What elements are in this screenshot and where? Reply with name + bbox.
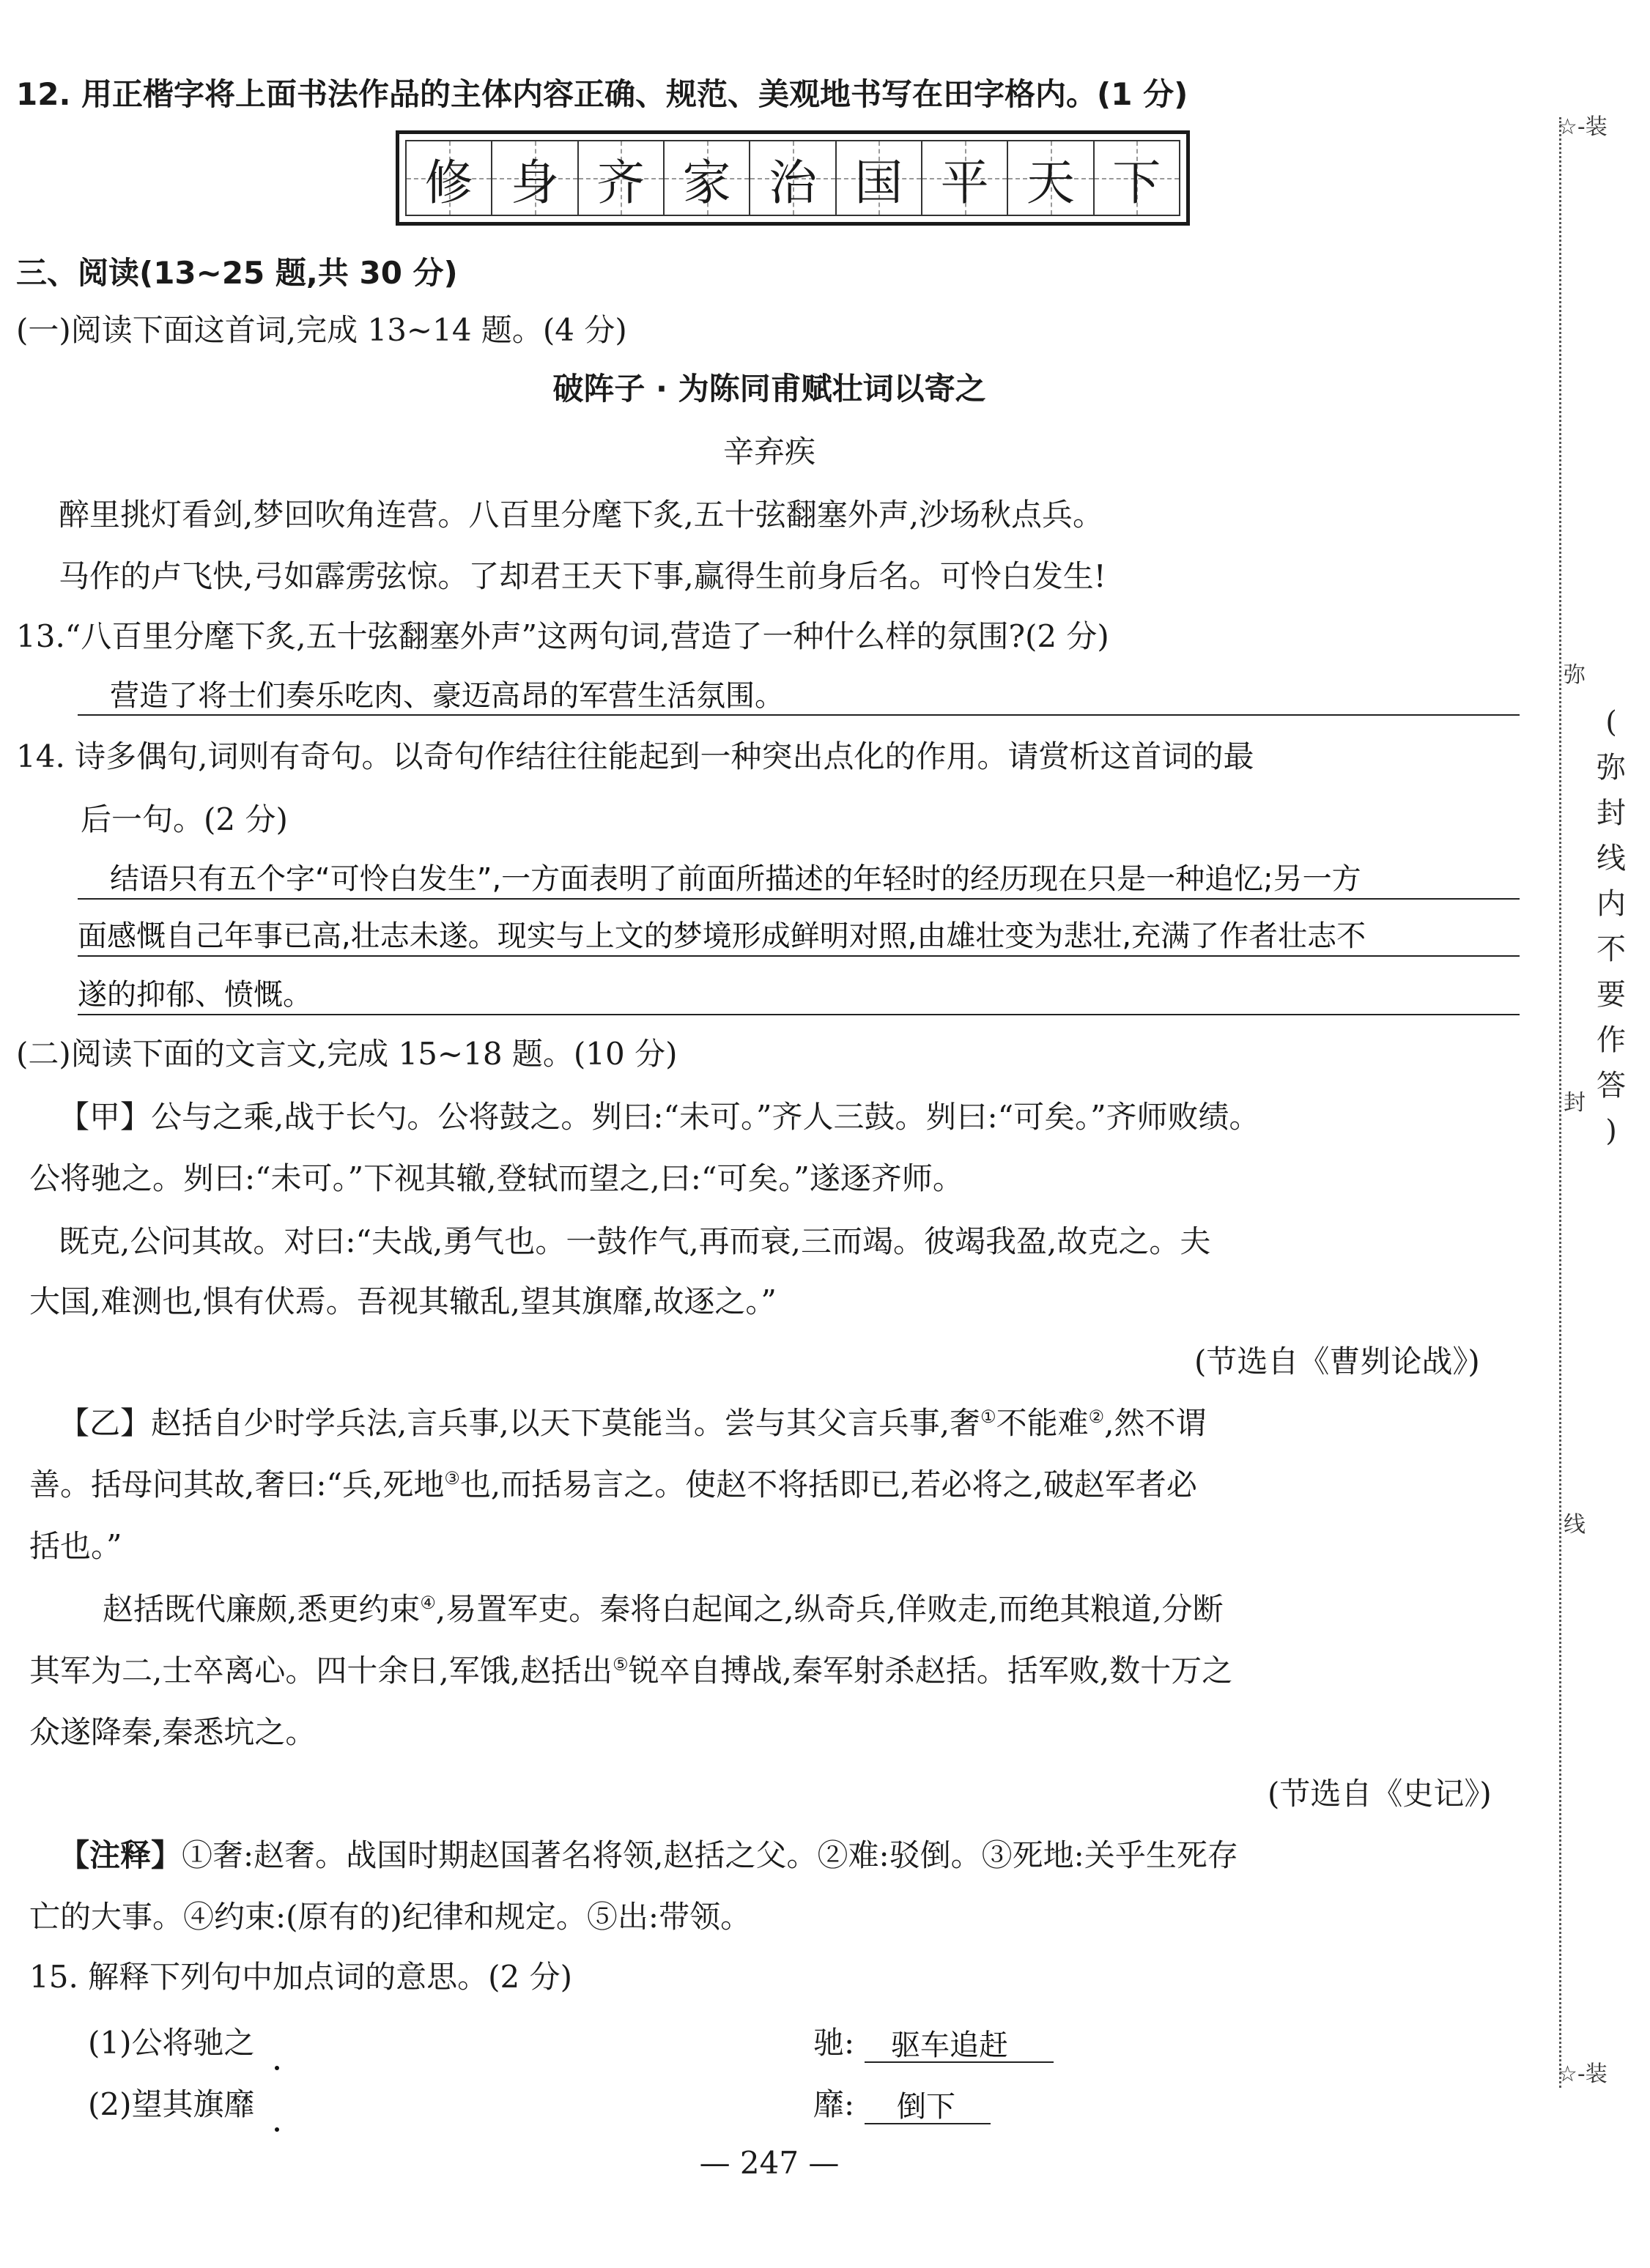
grid-cell: 治 [750,141,836,215]
grid-cell: 天 [1008,141,1094,215]
binding-dotted-line [1559,117,1561,2088]
poem-author: 辛弃疾 [722,434,815,470]
note-marker: ⑤ [613,1654,629,1675]
margin-mi: 弥 [1564,662,1586,688]
section-heading: 三、阅读(13~25 题,共 30 分) [16,255,458,291]
jia-line-3: 既克,公问其故。对曰:“夫战,勇气也。一鼓作气,再而衰,三而竭。彼竭我盈,故克之。夫 [59,1223,1211,1259]
notes-line-1: 【注释】①奢:赵奢。战国时期赵国著名将领,赵括之父。②难:驳倒。③死地:关乎生死存 [59,1837,1238,1873]
grid-cell: 下 [1095,141,1179,215]
part2-intro: (二)阅读下面的文言文,完成 15~18 题。(10 分) [16,1036,678,1072]
answer-line [865,2123,991,2124]
grid-cell: 国 [837,141,922,215]
note-marker: ③ [444,1468,460,1489]
q14-question-1: 14. 诗多偶句,词则有奇句。以奇句作结往往能起到一种突出点化的作用。请赏析这首词的最 [16,738,1254,774]
emphasis-dot [275,2127,279,2132]
poem-title: 破阵子 · 为陈同甫赋壮词以寄之 [552,371,986,407]
note-marker: ② [1088,1407,1105,1427]
answer-line [78,898,1520,900]
yi-source: (节选自《史记》) [1268,1776,1492,1812]
q15-item-2-word: 靡: [813,2086,855,2122]
jia-line-2: 公将驰之。刿曰:“未可。”下视其辙,登轼而望之,曰:“可矣。”遂逐齐师。 [29,1160,963,1196]
answer-line [78,714,1520,716]
q13-question: 13.“八百里分麾下炙,五十弦翻塞外声”这两句词,营造了一种什么样的氛围?(2 分) [16,618,1109,654]
note-marker: ④ [420,1593,436,1613]
q15-item-1-answer: 驱车追赶 [891,2028,1008,2062]
q14-answer-1: 结语只有五个字“可怜白发生”,一方面表明了前面所描述的年轻时的经历现在只是一种追忆;另一方 [110,862,1361,896]
seal-line-notice: ( 弥 封 线 内 不 要 作 答 ) [1597,705,1626,1148]
jia-source: (节选自《曹刿论战》) [1194,1344,1480,1379]
yi-line-1: 【乙】赵括自少时学兵法,言兵事,以天下莫能当。尝与其父言兵事,奢①不能难②,然不谓 [59,1405,1207,1441]
margin-xian: 线 [1564,1512,1586,1538]
q15-question: 15. 解释下列句中加点词的意思。(2 分) [29,1959,572,1995]
q15-item-2: (2)望其旗靡 [88,2086,255,2122]
margin-bottom-mark: ☆-装 [1558,2061,1608,2087]
q14-answer-3: 遂的抑郁、愤慨。 [78,978,312,1012]
poem-line-2: 马作的卢飞快,弓如霹雳弦惊。了却君王天下事,赢得生前身后名。可怜白发生! [59,558,1106,594]
grid-cell: 修 [407,141,492,215]
grid-cell: 身 [492,141,578,215]
part1-intro: (一)阅读下面这首词,完成 13~14 题。(4 分) [16,312,627,348]
yi-line-6: 众遂降秦,秦悉坑之。 [29,1714,317,1750]
answer-line [865,2061,1054,2063]
poem-line-1: 醉里挑灯看剑,梦回吹角连营。八百里分麾下炙,五十弦翻塞外声,沙场秋点兵。 [59,497,1104,533]
yi-line-2: 善。括母问其故,奢曰:“兵,死地③也,而括易言之。使赵不将括即已,若必将之,破赵军者必 [29,1467,1197,1502]
q15-item-1-word: 驰: [813,2025,855,2061]
q14-answer-2: 面感慨自己年事已高,壮志未遂。现实与上文的梦境形成鲜明对照,由雄壮变为悲壮,充满了作者壮志不 [78,919,1366,953]
note-marker: ① [980,1407,996,1427]
q15-item-2-answer: 倒下 [897,2090,955,2124]
page-number: — 247 — [699,2145,840,2181]
yi-line-4: 赵括既代廉颇,悉更约束④,易置军吏。秦将白起闻之,纵奇兵,佯败走,而绝其粮道,分断 [103,1591,1224,1627]
answer-line [78,1014,1520,1015]
tianzi-grid [396,130,1190,226]
jia-line-1: 【甲】公与之乘,战于长勺。公将鼓之。刿曰:“未可。”齐人三鼓。刿曰:“可矣。”齐师败绩。 [59,1099,1260,1135]
emphasis-dot [275,2066,279,2070]
q12-text: 12. 用正楷字将上面书法作品的主体内容正确、规范、美观地书写在田字格内。(1 分) [16,76,1188,112]
margin-feng: 封 [1564,1090,1586,1116]
answer-line [78,955,1520,957]
margin-top-mark: ☆-装 [1558,114,1608,140]
notes-label: 【注释】 [59,1837,182,1873]
q13-answer: 营造了将士们奏乐吃肉、豪迈高昂的军营生活氛围。 [110,679,784,713]
grid-cell: 齐 [579,141,665,215]
yi-line-5: 其军为二,士卒离心。四十余日,军饿,赵括出⑤锐卒自搏战,秦军射杀赵括。括军败,数十万之 [29,1653,1233,1689]
grid-cell: 平 [922,141,1008,215]
jia-line-4: 大国,难测也,惧有伏焉。吾视其辙乱,望其旗靡,故逐之。” [29,1283,777,1319]
grid-cell: 家 [665,141,750,215]
notes-line-2: 亡的大事。④约束:(原有的)纪律和规定。⑤出:带领。 [29,1899,752,1935]
q14-question-2: 后一句。(2 分) [81,801,288,837]
yi-line-3: 括也。” [29,1528,122,1564]
q15-item-1: (1)公将驰之 [88,2025,255,2061]
